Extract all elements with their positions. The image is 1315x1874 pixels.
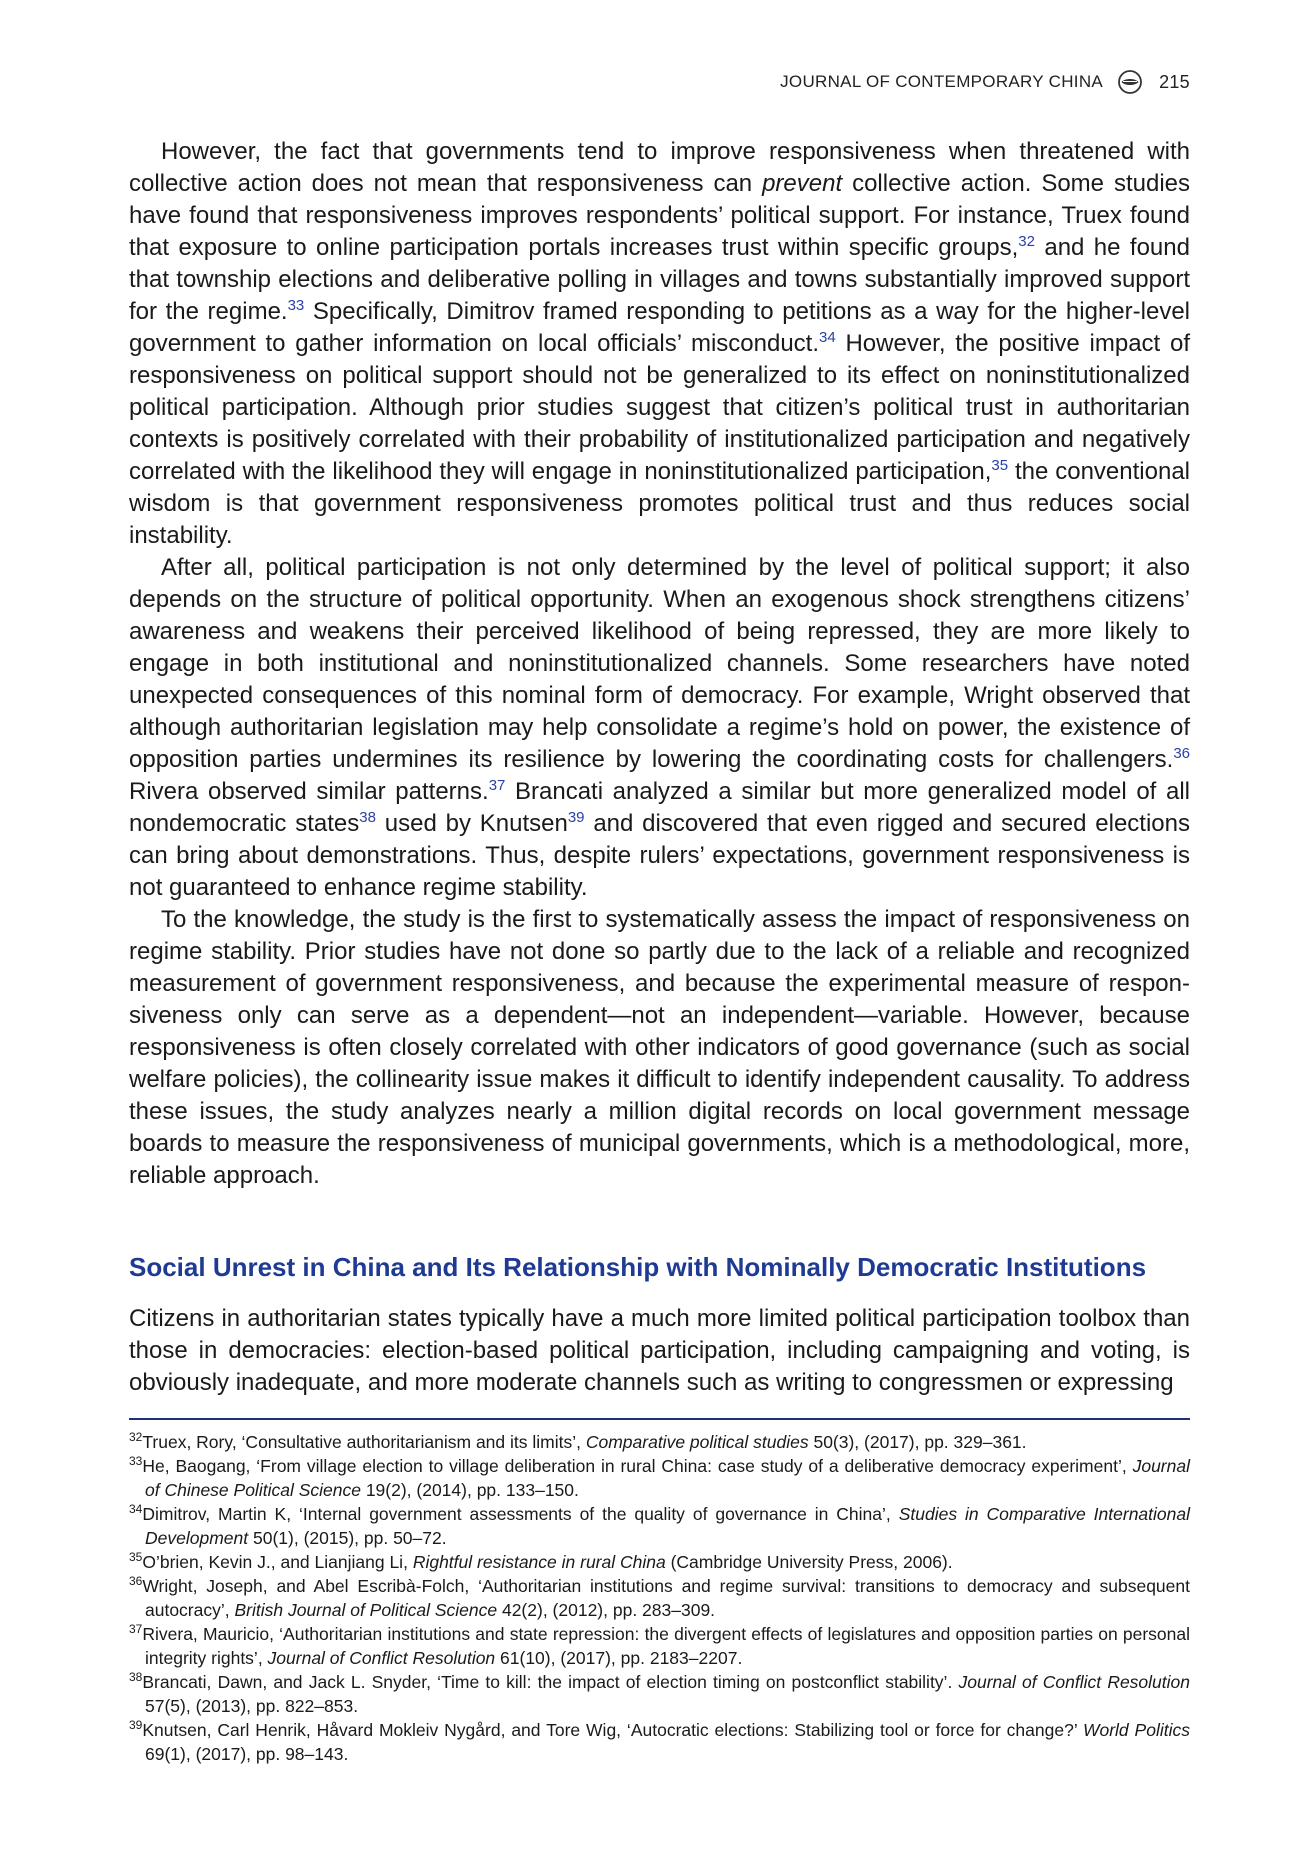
text-run: Specifically, Dimitrov framed responding to petitions as a way for the higher-level government to gather information on local officials’ misconduct. <box>129 298 1191 357</box>
footnote <box>129 1718 1190 1766</box>
text-run: and he found that township elections and deliberative polling in villages and towns substantially improved support for the regime. <box>129 234 1190 325</box>
paragraph <box>129 904 1190 1192</box>
italic-text: prevent <box>762 170 843 197</box>
text-run: and discovered that even rigged and secured elections can bring about demonstrations. Thus, despite rulers’ expectations, government responsiveness is not guaranteed to enhance regime stability. <box>129 810 1190 901</box>
footnote-ref[interactable]: 33 <box>287 297 305 314</box>
footnote <box>129 1454 1190 1502</box>
paragraph <box>129 136 1190 552</box>
footnote-number: 38 <box>129 1670 143 1684</box>
italic-text: Studies in Comparative International Development <box>145 1504 1190 1548</box>
footnote <box>129 1502 1190 1550</box>
italic-text: Journal of Conflict Resolution <box>267 1648 496 1668</box>
footnote <box>129 1550 1190 1574</box>
text-run: However, the positive impact of responsiveness on political support should not be generalized to its effect on noninstitutionalized political participation. Although prior studies suggest that citizen’s political trust in authoritarian contexts is positively correlated with their probability of institutionalized participation and negatively correlated with the likelihood they will engage in noninstitutionalized participation, <box>129 330 1191 485</box>
page-number: 215 <box>1159 71 1190 92</box>
italic-text: Journal of Chinese Political Science <box>145 1456 1190 1500</box>
footnote <box>129 1670 1190 1718</box>
text-run: 19(2), (2014), pp. 133–150. <box>360 1480 579 1500</box>
footnote-number: 34 <box>129 1502 143 1516</box>
footnote <box>129 1622 1190 1670</box>
footnote-number: 36 <box>129 1574 143 1588</box>
footnote-ref[interactable]: 34 <box>819 329 836 346</box>
text-run: Knutsen, Carl Henrik, Håvard Mokleiv Nygård, and Tore Wig, ‘Autocratic elections: Stabilizing tool or force for change?’ <box>142 1720 1083 1740</box>
text-run: He, Baogang, ‘From village election to village deliberation in rural China: case study of a deliberative democracy experiment’, <box>142 1456 1133 1476</box>
section-heading: Social Unrest in China and Its Relationship with Nominally Democratic Institutions <box>129 1252 1147 1282</box>
italic-text: Comparative political studies <box>585 1432 809 1452</box>
section-paragraph: Citizens in authoritarian states typically have a much more limited political participation toolbox than those in democracies: election-based political participation, including campaigning and voting, is obviously inadequate, and more moderate channels such as writing to congressmen or expressing <box>129 1305 1190 1396</box>
text-run: Brancati analyzed a similar but more generalized model of all nondemocratic states <box>129 778 1190 837</box>
section-body <box>129 1303 1190 1399</box>
footnote-ref[interactable]: 36 <box>1173 745 1190 762</box>
footnote-number: 32 <box>129 1430 143 1444</box>
text-run: Brancati, Dawn, and Jack L. Snyder, ‘Time to kill: the impact of election timing on postconflict stability’. <box>142 1672 959 1692</box>
journal-title: JOURNAL OF CONTEMPORARY CHINA <box>780 72 1104 91</box>
footnote-divider <box>129 1418 1190 1420</box>
running-head <box>620 68 1190 96</box>
text-run: the conventional wisdom is that government responsiveness promotes political trust and thus reduces social instability. <box>129 458 1190 549</box>
italic-text: British Journal of Political Science <box>234 1600 498 1620</box>
text-run: Truex, Rory, ‘Consultative authoritarianism and its limits’, <box>142 1432 586 1452</box>
text-run: Wright, Joseph, and Abel Escribà-Folch, ‘Authoritarian institutions and regime survival: transitions to democracy and subsequent autocracy’, <box>142 1576 1190 1620</box>
text-run: To the knowledge, the study is the first to systematically assess the impact of responsiveness on regime stability. Prior studies have not done so partly due to the lack of a reliable and recognized measurement of government responsiveness, and because the experimental measure of responsiveness only can serve as a dependent—not an independent—variable. However, because responsiveness is often closely correlated with other indicators of good governance (such as social welfare policies), the collinearity issue makes it difficult to identify independent causality. To address these issues, the study analyzes nearly a million digital records on local government message boards to measure the responsiveness of municipal governments, which is a methodological, more, reliable approach. <box>129 906 1190 1189</box>
footnote-number: 33 <box>129 1454 143 1468</box>
text-run: However, the fact that governments tend to improve responsiveness when threatened with collective action does not mean that responsiveness can <box>129 138 1190 197</box>
footnote-ref[interactable]: 39 <box>567 809 585 826</box>
footnote-ref[interactable]: 32 <box>1018 233 1035 250</box>
footnote-ref[interactable]: 35 <box>991 457 1009 474</box>
italic-text: Journal of Conflict Resolution <box>958 1672 1191 1692</box>
text-run: 50(3), (2017), pp. 329–361. <box>808 1432 1027 1452</box>
italic-text: Rightful resistance in rural China <box>412 1552 666 1572</box>
footnote-number: 37 <box>129 1622 143 1636</box>
italic-text: World Politics <box>1082 1720 1190 1740</box>
footnote-ref[interactable]: 37 <box>488 777 506 794</box>
text-run: Dimitrov, Martin K, ‘Internal government assessments of the quality of governance in China’, <box>142 1504 899 1524</box>
text-run: 57(5), (2013), pp. 822–853. <box>145 1696 359 1716</box>
text-run: 61(10), (2017), pp. 2183–2207. <box>495 1648 743 1668</box>
footnote-number: 35 <box>129 1550 143 1564</box>
open-access-icon[interactable] <box>1117 69 1143 95</box>
text-run: collective action. Some studies have found that responsiveness improves respondents’ political support. For instance, Truex found that exposure to online participation portals increases trust within specific groups, <box>129 170 1190 261</box>
text-run: used by Knutsen <box>375 810 568 837</box>
footnote <box>129 1574 1190 1622</box>
paragraph <box>129 552 1190 904</box>
text-run: O’brien, Kevin J., and Lianjiang Li, <box>142 1552 413 1572</box>
footnote <box>129 1430 1190 1454</box>
text-run: Rivera, Mauricio, ‘Authoritarian institutions and state repression: the divergent effects of legislatures and opposition parties on personal integrity rights’, <box>142 1624 1190 1668</box>
footnote-ref[interactable]: 38 <box>359 809 376 826</box>
footnotes <box>129 1430 1190 1766</box>
text-run: 50(1), (2015), pp. 50–72. <box>248 1528 447 1548</box>
footnote-number: 39 <box>129 1718 143 1732</box>
text-run: 69(1), (2017), pp. 98–143. <box>145 1744 349 1764</box>
text-run: (Cambridge University Press, 2006). <box>665 1552 953 1572</box>
text-run: Rivera observed similar patterns. <box>129 778 489 805</box>
text-run: 42(2), (2012), pp. 283–309. <box>497 1600 716 1620</box>
text-run: After all, political participation is not only determined by the level of political support; it also depends on the structure of political opportunity. When an exogenous shock strengthens citizens’ awareness and weakens their perceived likelihood of being repressed, they are more likely to engage in both institutional and noninstitutionalized channels. Some researchers have noted unexpected consequences of this nominal form of democracy. For example, Wright observed that although authoritarian legislation may help consolidate a regime’s hold on power, the existence of opposition parties undermines its resilience by lowering the coordinating costs for challengers. <box>129 554 1190 773</box>
body-text <box>129 136 1190 1192</box>
